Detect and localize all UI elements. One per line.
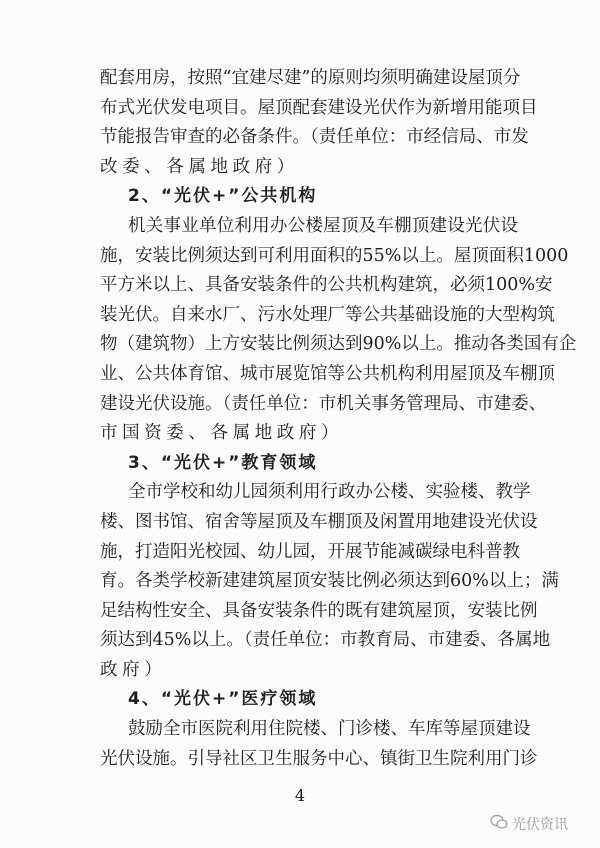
text-line: 光伏设施。引导社区卫生服务中心、镇街卫生院利用门诊	[100, 748, 538, 769]
text-line: 改委、各属地政府）	[100, 156, 299, 177]
text-line: 足结构性安全、具备安装条件的既有建筑屋顶，安装比例	[100, 600, 538, 621]
wechat-icon	[490, 814, 508, 834]
watermark-text: 光伏资讯	[512, 817, 568, 833]
text-line: 装光伏。自来水厂、污水处理厂等公共基础设施的大型构筑	[100, 304, 555, 325]
section-heading-3: 3、“光伏+”教育领域	[128, 452, 318, 473]
section-heading-2: 2、“光伏+”公共机构	[128, 186, 318, 207]
text-line: 须达到45%以上。（责任单位：市教育局、市建委、各属地	[100, 630, 551, 651]
text-line: 市国资委、各属地政府）	[100, 423, 344, 444]
text-line: 鼓励全市医院利用住院楼、门诊楼、车库等屋顶建设	[128, 719, 531, 740]
document-body	[100, 64, 577, 774]
text-line: 政府）	[100, 659, 167, 680]
text-line: 育。各类学校新建建筑屋顶安装比例必须达到60%以上；满	[100, 571, 559, 592]
text-line: 楼、图书馆、宿舍等屋顶及车棚顶及闲置用地建设光伏设	[100, 511, 538, 532]
text-line: 平方米以上、具备安装条件的公共机构建筑，必须100%安	[100, 275, 553, 296]
text-line: 施，打造阳光校园、幼儿园，开展节能减碳绿电科普教	[100, 541, 520, 562]
text-line: 配套用房，按照“宜建尽建”的原则均须明确建设屋顶分	[100, 68, 521, 88]
section-heading-4: 4、“光伏+”医疗领域	[128, 689, 318, 710]
text-line: 布式光伏发电项目。屋顶配套建设光伏作为新增用能项目	[100, 97, 538, 118]
text-line: 施，安装比例须达到可利用面积的55%以上。屋顶面积1000	[100, 245, 569, 266]
text-line: 物（建筑物）上方安装比例须达到90%以上。推动各类国有企	[100, 334, 577, 355]
watermark	[490, 814, 568, 834]
page-number: 4	[294, 786, 306, 805]
text-line: 节能报告审查的必备条件。（责任单位：市经信局、市发	[100, 127, 529, 148]
text-line: 建设光伏设施。（责任单位：市机关事务管理局、市建委、	[100, 393, 547, 414]
text-line: 全市学校和幼儿园须利用行政办公楼、实验楼、教学	[128, 482, 531, 503]
text-line: 机关事业单位利用办公楼屋顶及车棚顶建设光伏设	[128, 215, 518, 236]
text-line: 业、公共体育馆、城市展览馆等公共机构利用屋顶及车棚顶	[100, 363, 555, 384]
